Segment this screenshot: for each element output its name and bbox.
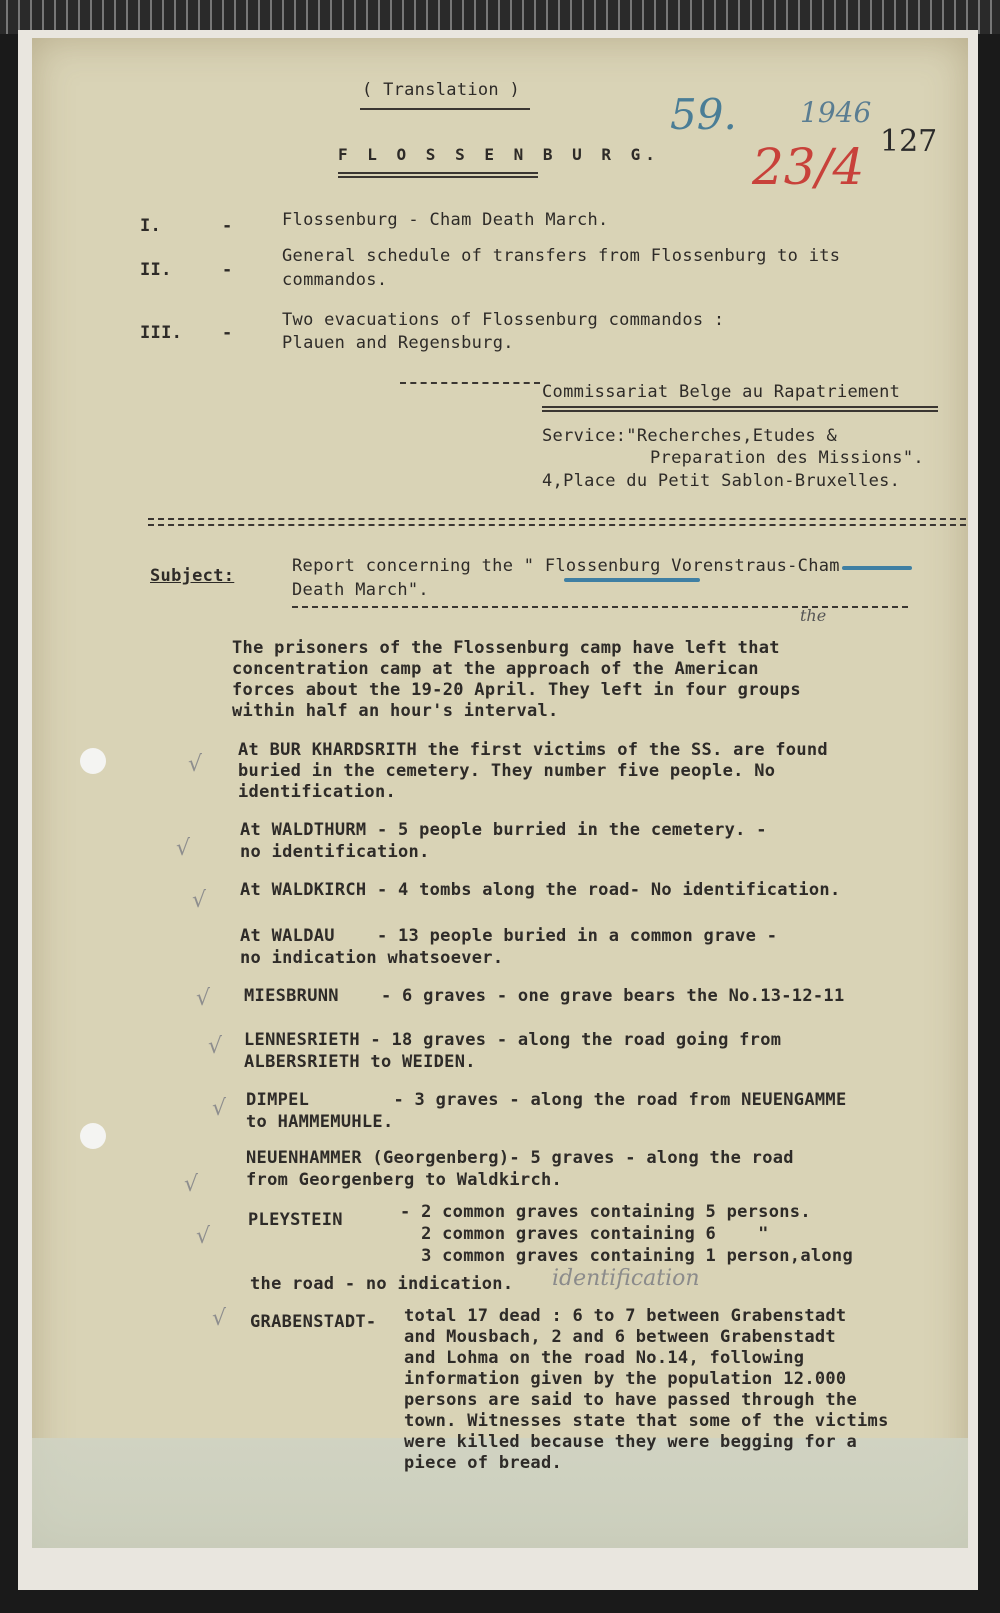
toc-dash: - (222, 260, 233, 280)
checkmark-icon: √ (192, 888, 207, 913)
body-line: and Mousbach, 2 and 6 between Grabenstadt (404, 1327, 836, 1347)
body-line: NEUENHAMMER (Georgenberg)- 5 graves - along the road (246, 1148, 794, 1168)
translation-label: ( Translation ) (362, 80, 521, 100)
address-line: 4,Place du Petit Sablon-Bruxelles. (542, 471, 901, 491)
body-line: piece of bread. (404, 1453, 563, 1473)
pleystein-label: PLEYSTEIN (248, 1210, 343, 1230)
toc-num: II. (140, 260, 172, 280)
red-pencil-mark: 23/4 (752, 138, 865, 196)
checkmark-icon: √ (196, 1224, 211, 1249)
body-line: ALBERSRIETH to WEIDEN. (244, 1052, 476, 1072)
body-line: At WALDTHURM - 5 people burried in the cemetery. - (240, 820, 767, 840)
body-line: 3 common graves containing 1 person,along (400, 1246, 853, 1266)
body-line: The prisoners of the Flossenburg camp have left that (232, 638, 780, 658)
toc-text-cont: commandos. (282, 270, 388, 290)
body-line: the road - no indication. (250, 1274, 514, 1294)
body-line: no indication whatsoever. (240, 948, 504, 968)
toc-text: General schedule of transfers from Flossenburg to its (282, 246, 841, 266)
body-line: total 17 dead : 6 to 7 between Grabenstadt (404, 1306, 847, 1326)
toc-text: Flossenburg - Cham Death March. (282, 210, 609, 230)
address-double-rule (542, 406, 938, 412)
blue-pencil-underline (842, 566, 912, 570)
subject-label: Subject: (150, 566, 235, 586)
handwritten-insert: the (800, 606, 827, 625)
body-line: from Georgenberg to Waldkirch. (246, 1170, 563, 1190)
checkmark-icon: √ (196, 986, 211, 1011)
body-line: At WALDAU - 13 people buried in a common grave - (240, 926, 778, 946)
subject-line: Report concerning the " Flossenburg Vorenstraus-Cham (292, 556, 840, 576)
page-number: 127 (880, 124, 938, 159)
address-line: Preparation des Missions". (650, 448, 924, 468)
body-line: LENNESRIETH - 18 graves - along the road going from (244, 1030, 782, 1050)
subject-line: Death March". (292, 580, 429, 600)
binder-hole (80, 1123, 106, 1149)
body-line: At WALDKIRCH - 4 tombs along the road- No identification. (240, 880, 841, 900)
body-line: 2 common graves containing 6 " (400, 1224, 769, 1244)
body-line: MIESBRUNN - 6 graves - one grave bears the No.13-12-11 (244, 986, 845, 1006)
blue-pencil-underline (564, 578, 700, 582)
translation-underline (360, 108, 530, 110)
toc-num: I. (140, 216, 162, 236)
checkmark-icon: √ (184, 1172, 199, 1197)
body-line: within half an hour's interval. (232, 701, 559, 721)
body-line: persons are said to have passed through the (404, 1390, 857, 1410)
body-line: identification. (238, 782, 397, 802)
address-line: Service:"Recherches,Etudes & (542, 426, 837, 446)
toc-dash: - (222, 216, 233, 236)
toc-dash: - (222, 323, 233, 343)
handwritten-note: identification (552, 1266, 700, 1291)
toc-num: III. (140, 323, 183, 343)
checkmark-icon: √ (208, 1034, 223, 1059)
toc-text: Two evacuations of Flossenburg commandos : (282, 310, 725, 330)
binder-hole (80, 748, 106, 774)
body-line: to HAMMEMUHLE. (246, 1112, 394, 1132)
grabenstadt-label: GRABENSTADT- (250, 1312, 377, 1332)
address-separator (400, 382, 540, 384)
section-separator (148, 524, 966, 526)
body-line: DIMPEL - 3 graves - along the road from NEUENGAMME (246, 1090, 847, 1110)
toc-text-cont: Plauen and Regensburg. (282, 333, 514, 353)
binder-strip (0, 0, 1000, 34)
body-line: - 2 common graves containing 5 persons. (400, 1202, 811, 1222)
body-line: buried in the cemetery. They number five people. No (238, 761, 776, 781)
body-line: and Lohma on the road No.14, following (404, 1348, 805, 1368)
body-line: town. Witnesses state that some of the victims (404, 1411, 889, 1431)
body-line: information given by the population 12.000 (404, 1369, 847, 1389)
body-line: forces about the 19-20 April. They left in four groups (232, 680, 801, 700)
page-title: F L O S S E N B U R G. (338, 145, 660, 164)
checkmark-icon: √ (212, 1306, 227, 1331)
body-line: At BUR KHARDSRITH the first victims of the SS. are found (238, 740, 828, 760)
title-double-rule (338, 172, 538, 178)
checkmark-icon: √ (212, 1096, 227, 1121)
body-line: no identification. (240, 842, 430, 862)
handwritten-number: 59. (670, 90, 737, 139)
section-separator (148, 518, 966, 520)
checkmark-icon: √ (176, 836, 191, 861)
address-line: Commissariat Belge au Rapatriement (542, 382, 901, 402)
checkmark-icon: √ (188, 752, 203, 777)
handwritten-year: 1946 (800, 96, 872, 129)
body-line: concentration camp at the approach of the American (232, 659, 759, 679)
body-line: were killed because they were begging for a (404, 1432, 857, 1452)
